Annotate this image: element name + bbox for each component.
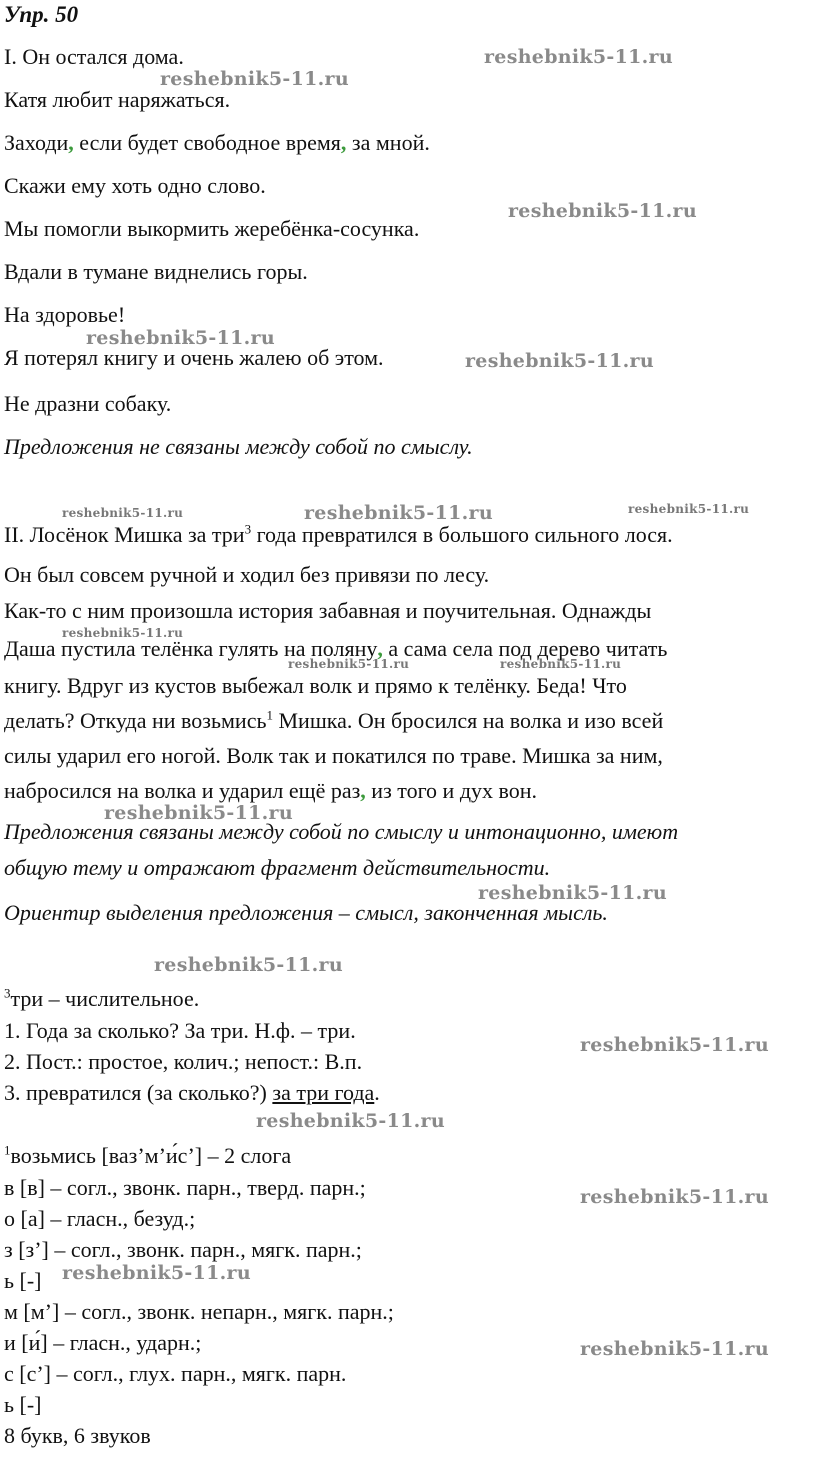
part1-line-9: Не дразни собаку. xyxy=(4,391,172,416)
text-fragment: Даша пустила телёнка гулять на поляну xyxy=(4,636,378,661)
phonetic-row: ь [-] xyxy=(4,1392,42,1417)
comma-mark: , xyxy=(360,778,366,803)
footnote-ref: 3 xyxy=(244,521,252,537)
part1-conclusion: Предложения не связаны между собой по смыслу. xyxy=(4,434,473,459)
footnote-3-line-1: 1. Года за сколько? За три. Н.ф. – три. xyxy=(4,1018,356,1043)
text-fragment: Заходи xyxy=(4,130,69,155)
phonetic-row: с [с’] – согл., глух. парн., мягк. парн. xyxy=(4,1361,347,1386)
part2-paragraph-line: книгу. Вдруг из кустов выбежал волк и прямо к телёнку. Беда! Что xyxy=(4,673,627,698)
part2-conclusion-2: общую тему и отражают фрагмент действительности. xyxy=(4,855,551,880)
watermark: reshebnik5-11.ru xyxy=(465,350,654,372)
part1-line-5: Мы помогли выкормить жеребёнка-сосунка. xyxy=(4,216,420,241)
watermark: reshebnik5-11.ru xyxy=(154,954,343,976)
footnote-3-line-3 xyxy=(4,1080,380,1106)
text-fragment: 3. превратился (за сколько?) xyxy=(4,1080,273,1105)
part1-line-1: I. Он остался дома. xyxy=(4,44,184,69)
watermark: reshebnik5-11.ru xyxy=(500,657,622,671)
underlined-phrase: за три года xyxy=(272,1080,375,1105)
part2-conclusion-1: Предложения связаны между собой по смыслу и интонационно, имеют xyxy=(4,819,679,844)
text-fragment: набросился на волка и ударил ещё раз xyxy=(4,778,361,803)
text-fragment: из того и дух вон. xyxy=(365,778,538,803)
footnote-ref: 1 xyxy=(266,707,273,723)
part2-paragraph-line xyxy=(4,778,537,804)
text-fragment: . xyxy=(374,1080,380,1105)
part2-line-2: Он был совсем ручной и ходил без привязи по лесу. xyxy=(4,562,490,587)
text-fragment: Как-то с ним произошла история забавная и поучительная. Однажды xyxy=(4,598,652,623)
watermark: reshebnik5-11.ru xyxy=(160,68,349,90)
watermark: reshebnik5-11.ru xyxy=(62,1262,251,1284)
phonetic-row: з [з’] – согл., звонк. парн., мягк. парн.; xyxy=(4,1237,362,1262)
footnote-3-head xyxy=(4,986,199,1012)
part1-line-6: Вдали в тумане виднелись горы. xyxy=(4,259,308,284)
part1-line-7: На здоровье! xyxy=(4,302,126,327)
watermark: reshebnik5-11.ru xyxy=(580,1338,769,1360)
watermark: reshebnik5-11.ru xyxy=(484,46,673,68)
part1-line-4: Скажи ему хоть одно слово. xyxy=(4,173,266,198)
phonetic-row: в [в] – согл., звонк. парн., тверд. парн.; xyxy=(4,1175,366,1200)
text-fragment: Мишка. Он бросился на волка и изо всей xyxy=(273,708,664,733)
phonetic-row: м [м’] – согл., звонк. непарн., мягк. парн.; xyxy=(4,1299,394,1324)
watermark: reshebnik5-11.ru xyxy=(508,200,697,222)
footnote-marker: 1 xyxy=(4,1142,11,1158)
watermark: reshebnik5-11.ru xyxy=(62,626,184,640)
phonetic-row: и [и́] – гласн., ударн.; xyxy=(4,1330,202,1355)
watermark: reshebnik5-11.ru xyxy=(628,502,750,516)
part1-line-8: Я потерял книгу и очень жалею об этом. xyxy=(4,345,384,370)
text-fragment: за мной. xyxy=(346,130,430,155)
part2-paragraph-line xyxy=(4,708,663,734)
part1-line-2: Катя любит наряжаться. xyxy=(4,87,231,112)
watermark: reshebnik5-11.ru xyxy=(580,1034,769,1056)
phonetic-row: ь [-] xyxy=(4,1268,42,1293)
watermark: reshebnik5-11.ru xyxy=(104,802,293,824)
watermark: reshebnik5-11.ru xyxy=(86,327,275,349)
letters-sounds-summary: 8 букв, 6 звуков xyxy=(4,1423,151,1448)
phonetic-row: о [а] – гласн., безуд.; xyxy=(4,1206,196,1231)
part2-line-1 xyxy=(4,522,673,548)
part2-conclusion-3: Ориентир выделения предложения – смысл, законченная мысль. xyxy=(4,900,608,925)
watermark: reshebnik5-11.ru xyxy=(478,882,667,904)
text-fragment: возьмись [ваз’м’и́с’] – 2 слога xyxy=(10,1143,292,1168)
text-fragment: а сама села под дерево читать xyxy=(382,636,668,661)
text-fragment: если будет свободное время xyxy=(73,130,341,155)
text-fragment: года превратился в большого сильного лося. xyxy=(256,522,673,547)
watermark: reshebnik5-11.ru xyxy=(304,502,493,524)
comma-mark: , xyxy=(68,130,74,155)
footnote-marker: 3 xyxy=(4,985,11,1001)
comma-mark: , xyxy=(377,636,383,661)
text-fragment: делать? Откуда ни возьмись xyxy=(4,708,267,733)
footnote-1-head xyxy=(4,1143,291,1169)
comma-mark: , xyxy=(340,130,347,155)
part1-line-3 xyxy=(4,130,430,156)
watermark: reshebnik5-11.ru xyxy=(256,1110,445,1132)
text-fragment: три – числительное. xyxy=(10,986,200,1011)
watermark: reshebnik5-11.ru xyxy=(580,1186,769,1208)
part2-paragraph-line: силы ударил его ногой. Волк так и покатился по траве. Мишка за ним, xyxy=(4,743,663,768)
text-fragment: II. Лосёнок Мишка за три xyxy=(4,522,245,547)
watermark: reshebnik5-11.ru xyxy=(62,506,184,520)
part2-paragraph-line xyxy=(4,598,819,624)
watermark: reshebnik5-11.ru xyxy=(288,657,410,671)
exercise-title: Упр. 50 xyxy=(4,2,79,27)
footnote-3-line-2: 2. Пост.: простое, колич.; непост.: В.п. xyxy=(4,1049,363,1074)
